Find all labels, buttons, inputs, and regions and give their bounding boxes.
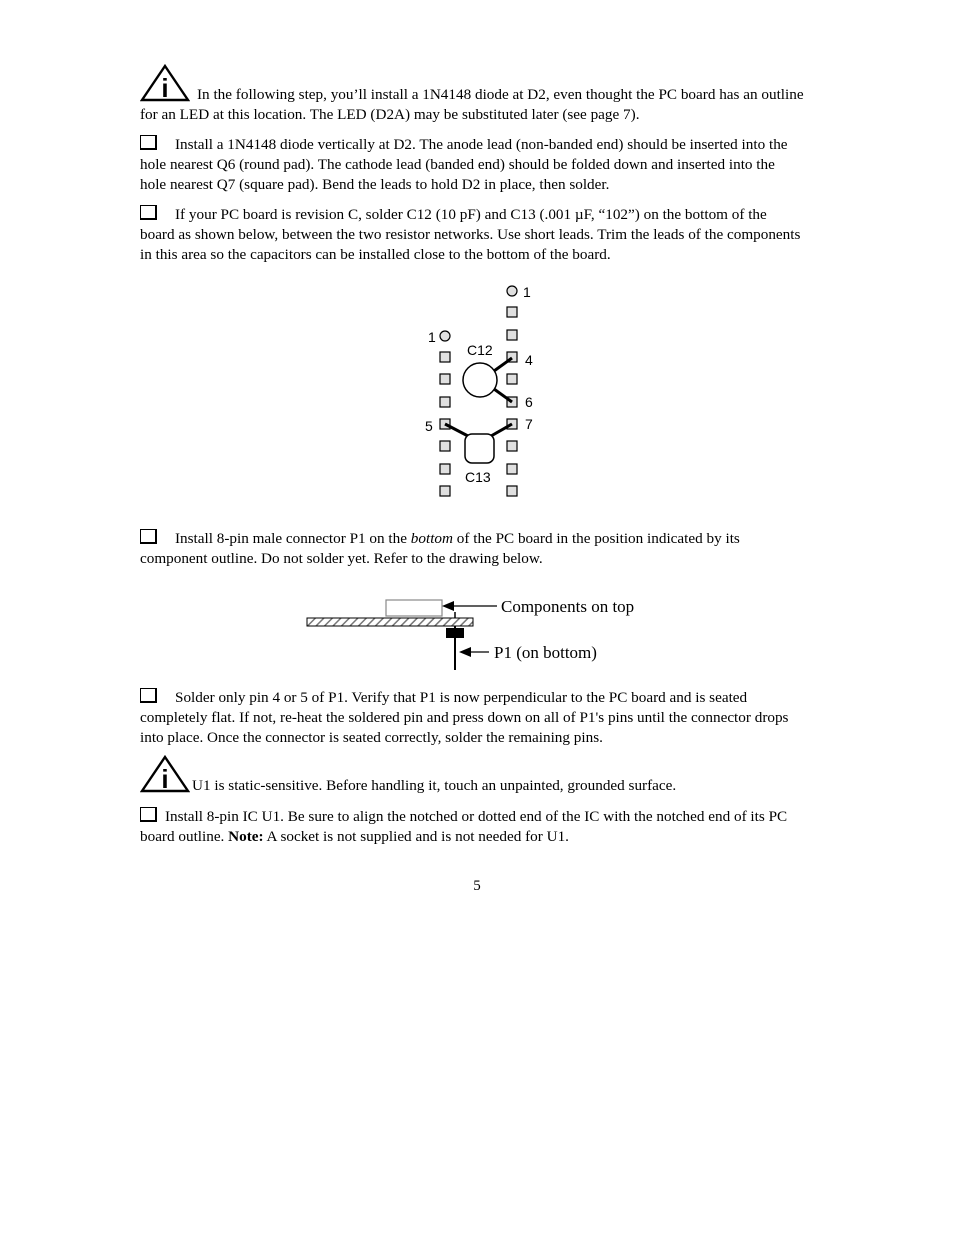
left-pin-1-label: 1 bbox=[428, 329, 436, 345]
checkbox-icon[interactable] bbox=[140, 529, 157, 544]
step-solder-c12-c13-text: If your PC board is revision C, solder C12 (10 pF) and C13 (.001 µF, “102”) on the bottom of the board as shown below, between the two resistor networks. Use short leads. Trim the leads of the components in this area so the capacitors can be installed close to the bottom of the board. bbox=[140, 206, 801, 263]
step-install-u1-text-b: A socket is not supplied and is not needed for U1. bbox=[263, 827, 569, 845]
svg-text:i: i bbox=[161, 73, 169, 102]
step-solder-c12-c13 bbox=[140, 205, 804, 264]
checkbox-icon[interactable] bbox=[140, 205, 157, 220]
pin-7-label: 7 bbox=[525, 416, 533, 432]
step-install-u1 bbox=[140, 807, 804, 847]
note-diode-d2-text: In the following step, you’ll install a 1N4148 diode at D2, even thought the PC board has an outline for an LED at this location. The LED (D2A) may be substituted later (see page 7). bbox=[140, 86, 804, 123]
pin-4-label: 4 bbox=[525, 352, 533, 368]
c13-capacitor bbox=[465, 434, 494, 463]
step-solder-p1-text: Solder only pin 4 or 5 of P1. Verify that P1 is now perpendicular to the PC board and is seated completely flat. If not, re-heat the soldered pin and press down on all of P1's pins until the connector drops into place. Once the connector is seated correctly, solder the remaining pins. bbox=[140, 689, 789, 746]
checkbox-icon[interactable] bbox=[140, 688, 157, 703]
right-pad-column bbox=[507, 286, 517, 496]
step-solder-p1 bbox=[140, 688, 804, 747]
step-install-p1 bbox=[140, 529, 804, 569]
step-install-p1-emphasis: bottom bbox=[410, 530, 453, 547]
note-static-sensitive bbox=[140, 776, 804, 796]
components-on-top-label: Components on top bbox=[501, 597, 635, 616]
step-install-p1-text-b: of the PC board in the position indicated by its component outline. Do not solder yet. Refer to the drawing below. bbox=[140, 530, 740, 567]
capacitor-placement-diagram bbox=[418, 278, 548, 503]
components-arrowhead bbox=[442, 601, 454, 611]
step-install-u1-note-label: Note: bbox=[228, 827, 264, 845]
step-install-u1-text-a: Install 8-pin IC U1. Be sure to align the notched or dotted end of the IC with the notched end of its PC board outline. bbox=[140, 808, 788, 845]
left-pad-column bbox=[440, 331, 450, 496]
top-component bbox=[386, 600, 442, 616]
checkbox-icon[interactable] bbox=[140, 135, 157, 150]
p1-on-bottom-label: P1 (on bottom) bbox=[494, 643, 597, 662]
step-install-d2 bbox=[140, 135, 804, 194]
pin-5-label: 5 bbox=[425, 418, 433, 434]
step-install-p1-text-a: Install 8-pin male connector P1 on the bbox=[175, 530, 411, 547]
svg-text:i: i bbox=[161, 764, 169, 793]
pin-6-label: 6 bbox=[525, 394, 533, 410]
connector-side-view-diagram bbox=[300, 590, 660, 675]
right-pin-1-label: 1 bbox=[523, 284, 531, 300]
checkbox-icon[interactable] bbox=[140, 807, 157, 822]
page-number: 5 bbox=[473, 878, 481, 894]
pc-board bbox=[307, 618, 473, 626]
note-static-sensitive-text: U1 is static-sensitive. Before handling it, touch an unpainted, grounded surface. bbox=[192, 777, 677, 794]
step-install-d2-text: Install a 1N4148 diode vertically at D2. The anode lead (non-banded end) should be inserted into the hole nearest Q6 (round pad). The cathode lead (banded end) should be folded down and inserted into the hole nearest Q7 (square pad). Bend the leads to hold D2 in place, then solder. bbox=[140, 136, 788, 193]
c12-capacitor bbox=[463, 363, 497, 397]
c13-label: C13 bbox=[465, 469, 491, 485]
note-diode-d2 bbox=[140, 85, 804, 125]
p1-arrowhead bbox=[459, 647, 471, 657]
c12-label: C12 bbox=[467, 342, 493, 358]
